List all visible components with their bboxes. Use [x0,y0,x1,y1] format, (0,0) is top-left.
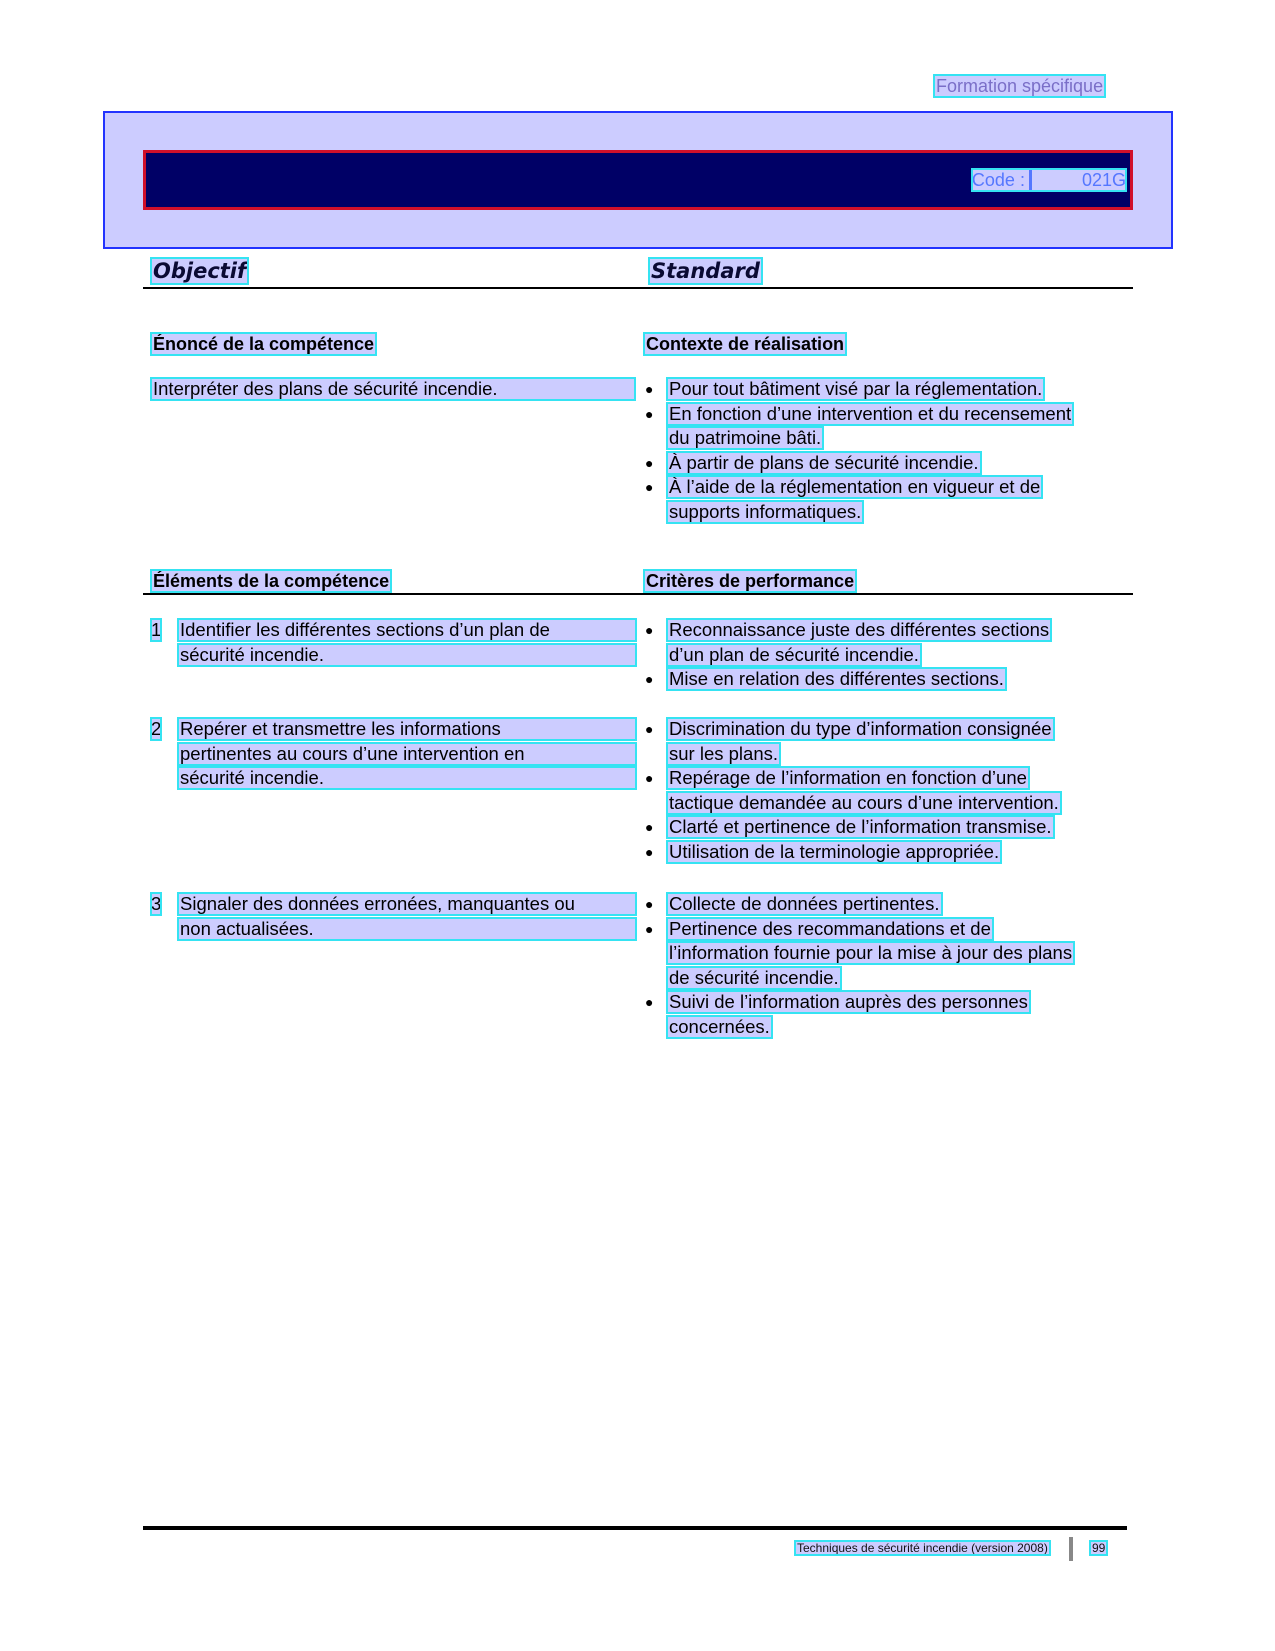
column-heading-standard: Standard [651,259,760,283]
contexte-item-bullet: ● [645,454,654,471]
criterion-item-bullet: ● [645,819,654,835]
title-bar [143,150,1133,210]
enonce-heading: Énoncé de la compétence [153,334,375,354]
criterion-item-line: Repérage de l’information en fonction d’une [669,767,1027,788]
code-label: Code : [972,169,1032,191]
criterion-item-line: Utilisation de la terminologie appropriée. [669,840,1000,862]
contexte-item-line: du patrimoine bâti. [669,427,822,448]
running-head: Formation spécifique [936,76,1104,96]
criterion-item-bullet: ● [645,896,654,912]
contexte-item-line: En fonction d’une intervention et du recensement [669,402,1072,424]
criterion-item-line: Mise en relation des différentes sections. [669,668,1004,689]
column-heading-objectif: Objectif [153,259,247,283]
criterion-item-line: d’un plan de sécurité incendie. [669,643,919,665]
criterion-item-line: Reconnaissance juste des différentes sections [669,619,1050,640]
footer-text: Techniques de sécurité incendie (version 2008) [797,1541,1048,1555]
elements-rule [143,593,1133,595]
criterion-item-line: Pertinence des recommandations et de [669,917,991,939]
criterion-item-bullet: ● [645,671,654,687]
element-number: 2 [151,718,162,739]
footer-separator [1069,1537,1073,1561]
program-code [972,169,1126,191]
footer-rule [143,1526,1127,1530]
criterion-item-line: sur les plans. [669,742,778,764]
criterion-item-bullet: ● [645,622,654,638]
contexte-item-line: À l’aide de la réglementation en vigueur et de [669,476,1041,497]
element-text-line: sécurité incendie. [178,767,636,789]
criterion-item-line: tactique demandée au cours d’une intervention. [669,791,1059,813]
criterion-item-line: concernées. [669,1015,770,1037]
element-text-line: Identifier les différentes sections d’un plan de [178,619,636,641]
element-number: 3 [151,893,162,914]
element-text-line: non actualisées. [178,918,636,940]
heading-rule [143,287,1133,289]
contexte-item-bullet: ● [645,479,654,495]
criterion-item-bullet: ● [645,770,654,786]
page-number: 99 [1092,1541,1106,1555]
contexte-item-line: À partir de plans de sécurité incendie. [669,451,979,473]
contexte-item-bullet: ● [645,405,654,422]
elements-heading: Éléments de la compétence [153,571,390,591]
contexte-item-bullet: ● [645,381,654,397]
criterion-item-line: l’information fournie pour la mise à jour des plans [669,942,1073,963]
code-value: 021G [1081,170,1126,190]
criterion-item-bullet: ● [645,721,654,737]
criterion-item-bullet: ● [645,994,654,1010]
element-number: 1 [151,619,162,640]
criterion-item-line: Discrimination du type d’information consignée [669,718,1052,739]
criteres-heading: Critères de performance [646,571,855,591]
criterion-item-line: de sécurité incendie. [669,966,839,988]
criterion-item-line: Collecte de données pertinentes. [669,893,940,914]
element-text-line: Signaler des données erronées, manquantes ou [178,893,636,915]
element-text-line: pertinentes au cours d’une intervention en [178,743,636,765]
contexte-item-line: Pour tout bâtiment visé par la réglementation. [669,378,1043,399]
contexte-item-line: supports informatiques. [669,500,862,522]
element-text-line: sécurité incendie. [178,644,636,666]
criterion-item-bullet: ● [645,843,654,860]
element-text-line: Repérer et transmettre les informations [178,718,636,740]
contexte-heading: Contexte de réalisation [646,334,845,354]
criterion-item-line: Suivi de l’information auprès des personnes [669,991,1028,1012]
enonce-text: Interpréter des plans de sécurité incendie. [151,378,635,400]
criterion-item-line: Clarté et pertinence de l’information transmise. [669,816,1052,837]
criterion-item-bullet: ● [645,920,654,937]
